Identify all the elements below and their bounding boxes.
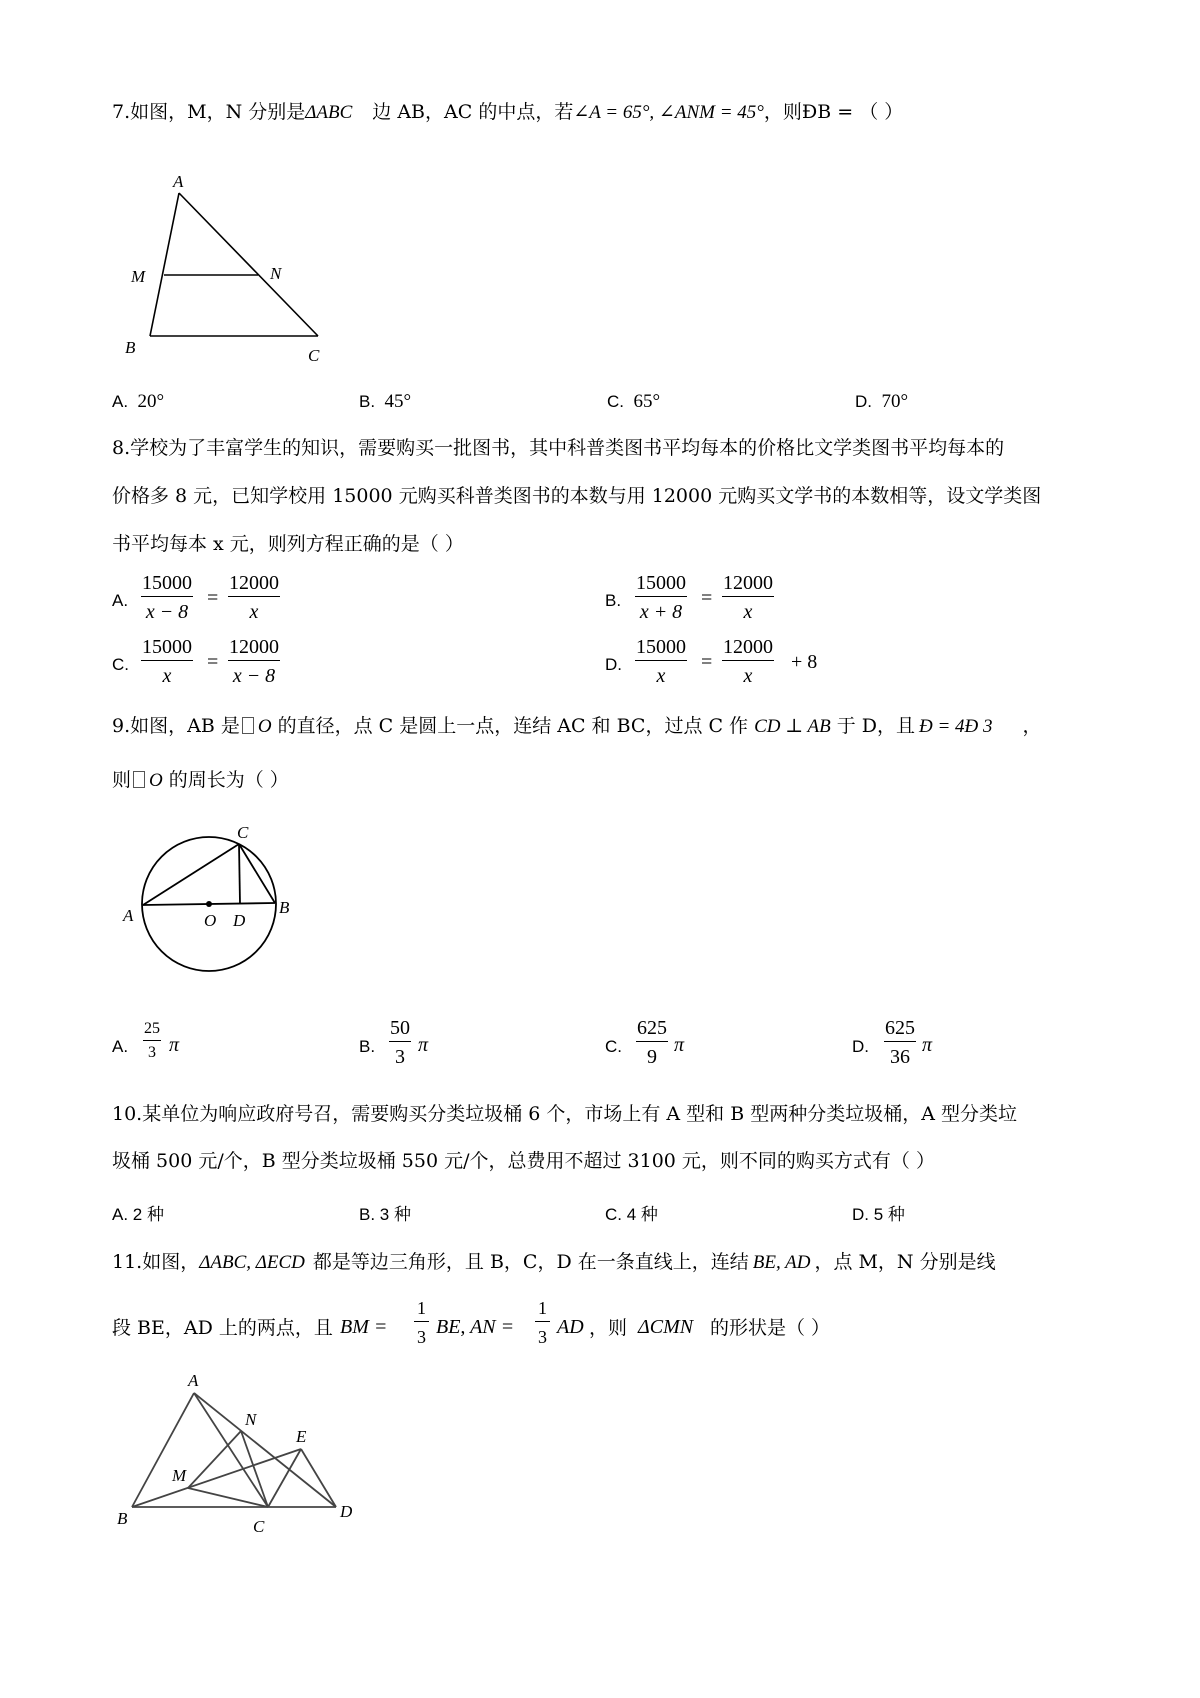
q11-label-m: M	[172, 1466, 187, 1485]
pi-symbol: π	[674, 1034, 685, 1056]
q9-label-d: D	[233, 911, 246, 930]
q8-option-b-equals: =	[701, 587, 713, 609]
q11-bm-fraction: $\frac{1}{3}$	[414, 1295, 429, 1352]
pi-symbol: π	[418, 1034, 429, 1056]
q8-option-d-tail: + 8	[791, 651, 818, 673]
q9-circle-o-2: O	[149, 770, 163, 791]
q11-bm: BM =	[340, 1316, 388, 1338]
q7-label-n: N	[270, 264, 282, 283]
q8-line-2: 价格多 8 元，已知学校用 15000 元购买科普类图书的本数与用 12000 元购买文学书的本数相等，设文学类图	[112, 485, 1042, 507]
q9-option-a-label: A.	[112, 1037, 129, 1056]
pi-symbol: π	[922, 1034, 933, 1056]
q9-text-c: 于 D，且	[836, 715, 915, 737]
q8-option-b-right-fraction: $\frac{12000}{x}$	[723, 572, 773, 623]
q7-option-d[interactable]: D. 70°	[855, 391, 909, 412]
q9-garbled-condition: Ð = 4Ð 3	[918, 716, 993, 737]
q8-option-a-left-fraction: $\frac{15000}{x - 8}$	[142, 572, 192, 623]
q7-option-a[interactable]: A. 20°	[112, 391, 165, 412]
q7-option-c-value: 65°	[633, 391, 661, 412]
q9-option-b-fraction: $\frac{50}{3}$	[390, 1017, 410, 1068]
q10-option-a[interactable]: A. 2 种	[112, 1205, 164, 1224]
q8-option-d-equals: =	[701, 651, 713, 673]
q11-label-a: A	[188, 1371, 199, 1390]
q8-option-b-label: B.	[605, 591, 622, 610]
q9-option-a-fraction: $\frac{25}{3}$	[144, 1020, 160, 1061]
q7-ask: ÐB = （ ）	[801, 101, 904, 123]
q11-segments: BE, AD	[752, 1252, 811, 1273]
q7-label-b: B	[125, 338, 136, 357]
q7-option-c[interactable]: C. 65°	[607, 391, 661, 412]
q9-label-o: O	[204, 911, 217, 930]
q8-option-d-left-fraction: $\frac{15000}{x}$	[636, 636, 686, 687]
q7-label-m: M	[131, 267, 146, 286]
q8-option-a-right-fraction: $\frac{12000}{x}$	[229, 572, 279, 623]
q8-option-d-label: D.	[605, 655, 622, 674]
q9-perp: CD ⊥ AB	[754, 716, 831, 737]
q9-text-a: 9.如图，AB 是	[112, 715, 240, 737]
q11-stem: 11.如图，ΔABC, ΔECD 都是等边三角形，且 B，C，D 在一条直线上，连结 BE, AD ，点 M，N 分别是线	[112, 1251, 996, 1273]
q8-option-c-left-fraction: $\frac{15000}{x}$	[142, 636, 192, 687]
q7-option-b[interactable]: B. 45°	[359, 391, 412, 412]
q9-option-b-label: B.	[359, 1037, 376, 1056]
q8-option-c-equals: =	[207, 651, 219, 673]
q8-option-b-left-fraction: $\frac{15000}{x + 8}$	[636, 572, 686, 623]
q8-line-1: 8.学校为了丰富学生的知识，需要购买一批图书，其中科普类图书平均每本的价格比文学类图书平均每本的	[112, 437, 1005, 459]
q11-label-d: D	[340, 1502, 353, 1521]
q9-label-b: B	[279, 898, 290, 917]
q8-option-d-right-fraction: $\frac{12000}{x}$	[723, 636, 773, 687]
q7-label-a: A	[173, 172, 184, 191]
q9-text-d: ，	[1022, 715, 1042, 737]
q7-option-d-value: 70°	[881, 391, 909, 412]
q9-label-a: A	[123, 906, 134, 925]
q9-circle-o: O	[257, 716, 272, 737]
q9-option-d-label: D.	[852, 1037, 869, 1056]
q8-option-a-label: A.	[112, 591, 129, 610]
q9-option-c-label: C.	[605, 1037, 622, 1056]
q7-label-c: C	[308, 346, 320, 365]
q11-label-e: E	[296, 1427, 307, 1446]
q9-text-b: 的直径，点 C 是圆上一点，连结 AC 和 BC，过点 C 作	[277, 715, 749, 737]
q10-option-d[interactable]: D. 5 种	[852, 1205, 905, 1224]
q9-stem-line-2: 则 O 的周长为（ ）	[112, 769, 289, 791]
q8-line-3: 书平均每本 x 元，则列方程正确的是（ ）	[112, 533, 464, 555]
q9-option-d-fraction: $\frac{625}{36}$	[885, 1017, 915, 1068]
q11-an-fraction: $\frac{1}{3}$	[535, 1295, 550, 1352]
q8-option-a-equals: =	[207, 587, 219, 609]
q11-label-c: C	[253, 1517, 265, 1536]
q7-option-b-value: 45°	[384, 391, 412, 412]
q11-label-n: N	[245, 1410, 257, 1429]
q7-option-a-value: 20°	[137, 391, 165, 412]
q11-ad: AD	[557, 1316, 584, 1338]
q7-condition: ∠A = 65°, ∠ANM = 45°	[573, 102, 764, 123]
q7-text-a: 7.如图，M，N 分别是	[112, 101, 306, 123]
q9-option-c-fraction: $\frac{625}{9}$	[637, 1017, 667, 1068]
q11-label-b: B	[117, 1509, 128, 1528]
q10-line-2: 圾桶 500 元/个，B 型分类垃圾桶 550 元/个，总费用不超过 3100 元，则不同的购买方式有（ ）	[112, 1150, 935, 1172]
q11-be-an: BE, AN =	[436, 1316, 515, 1338]
q7-triangle: ΔABC	[305, 102, 353, 123]
q7-text-b: 边 AB，AC 的中点，若	[372, 101, 574, 123]
q10-option-b[interactable]: B. 3 种	[359, 1205, 411, 1224]
q10-line-1: 10.某单位为响应政府号召，需要购买分类垃圾桶 6 个，市场上有 A 型和 B 型两种分类垃圾桶，A 型分类垃	[112, 1103, 1017, 1125]
q7-text-c: ，则	[763, 101, 802, 123]
q9-label-c: C	[237, 823, 249, 842]
q11-triangles: ΔABC, ΔECD	[199, 1252, 305, 1273]
pi-symbol: π	[169, 1034, 180, 1056]
q11-cmn: ΔCMN	[638, 1316, 694, 1338]
q8-option-c-right-fraction: $\frac{12000}{x - 8}$	[229, 636, 279, 687]
q8-option-c-label: C.	[112, 655, 129, 674]
q10-option-c[interactable]: C. 4 种	[605, 1205, 658, 1224]
